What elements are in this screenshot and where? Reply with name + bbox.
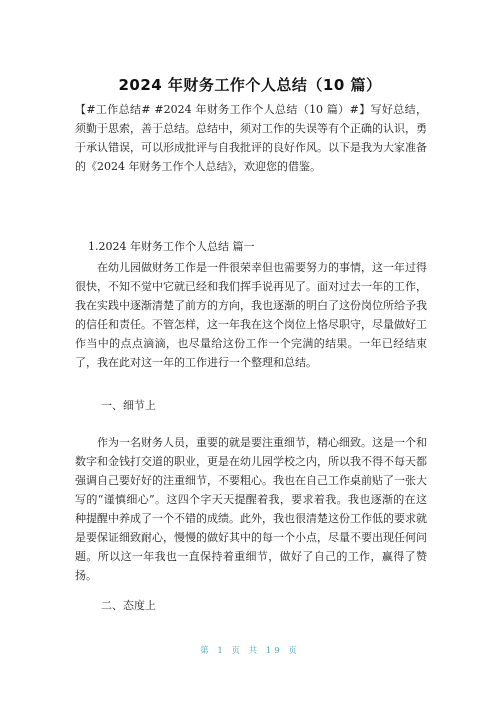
subheading-attitude: 二、态度上 — [101, 599, 156, 612]
subheading-details: 一、细节上 — [101, 399, 156, 412]
body-paragraph-2: 作为一名财务人员，重要的就是要注重细节，精心细致。这是一个和数字和金钱打交道的职业，更是在幼儿园学校之内，所以我不得不每天都强调自己要好好的注重细节，不要粗心。我也在自己工作桌前贴了一张大写的“谨慎细心”。这四个字天天提醒着我，要求着我。我也逐渐的在这种提醒中养成了一个不错的成绩。此外，我也很清楚这份工作低的要求就是要保证细致耐心，慢慢的做好其中的每一个小点，尽量不要出现任何问题。所以这一年我也一直保持着重细节，做好了自己的工作，赢得了赞扬。 — [75, 436, 427, 582]
body-paragraph-1: 在幼儿园做财务工作是一件很荣幸但也需要努力的事情，这一年过得很快，不知不觉中它就已经和我们挥手说再见了。面对过去一年的工作，我在实践中逐渐清楚了前方的方向，我也逐渐的明白了这份岗位所给予我的信任和责任。不管怎样，这一年我在这个岗位上恪尽职守，尽量做好工作当中的点点滴滴，也尽量给这份工作一个完满的结果。一年已经结束了，我在此对这一年的工作进行一个整理和总结。 — [75, 261, 427, 369]
intro-paragraph: 【#工作总结# #2024 年财务工作个人总结（10 篇）#】写好总结，须勤于思索，善于总结。总结中，须对工作的失误等有个正确的认识，勇于承认错误，可以形成批评与自我批评的良好作风。以下是我为大家准备的《2024 年财务工作个人总结》，欢迎您的借鉴。 — [75, 103, 427, 173]
document-title: 2024 年财务工作个人总结（10 篇） — [118, 76, 382, 94]
section-heading: 1.2024 年财务工作个人总结 篇一 — [88, 240, 255, 253]
page-indicator: 第 1 页 共 19 页 — [200, 646, 300, 656]
